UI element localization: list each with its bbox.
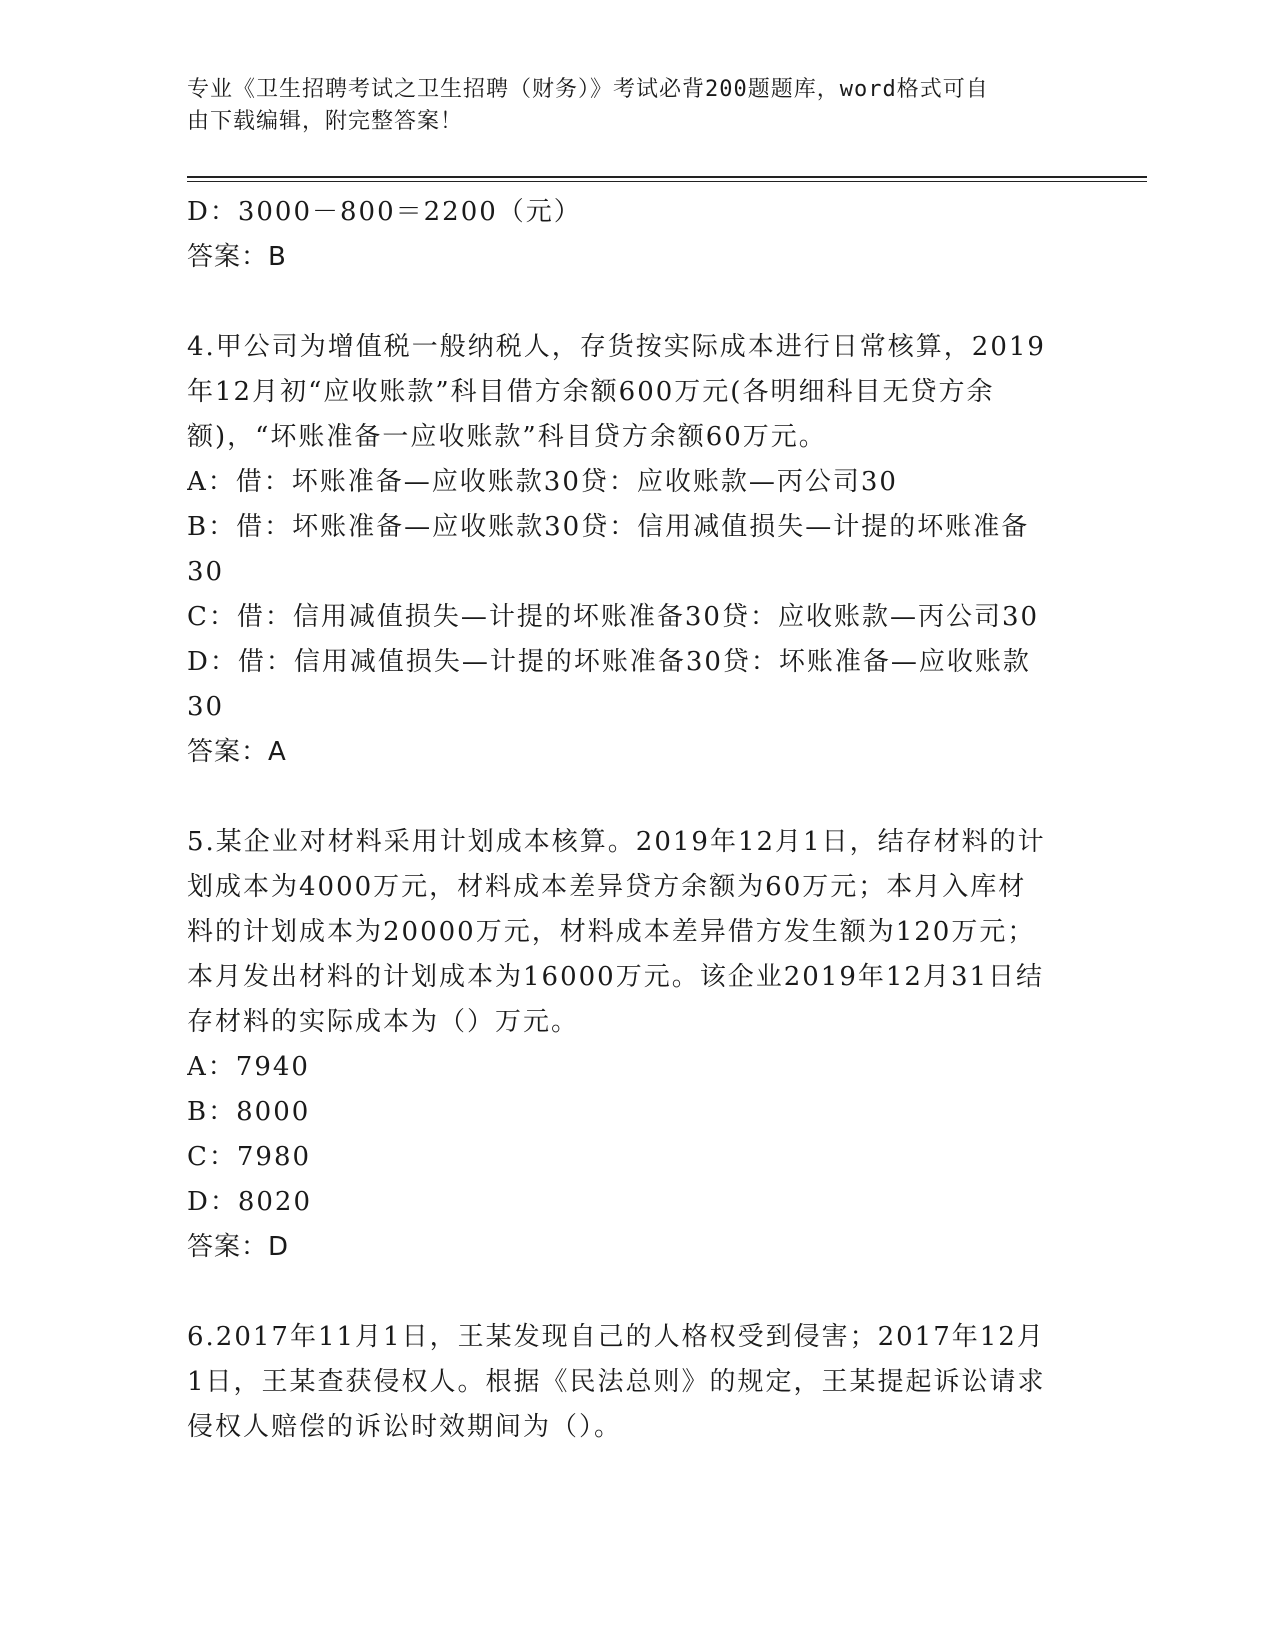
q5-option-d: D：8020	[187, 1187, 313, 1217]
spacer	[187, 775, 1087, 820]
page-header	[187, 74, 1067, 138]
previous-question-tail	[187, 190, 1087, 280]
spacer	[187, 1270, 1087, 1315]
q4-option-d-line-1: D：借：信用减值损失—计提的坏账准备30贷：坏账准备—应收账款	[187, 647, 1031, 677]
spacer	[187, 280, 1087, 325]
prev-option-d: D：3000－800＝2200（元）	[187, 197, 582, 227]
q5-stem-line-5: 存材料的实际成本为（）万元。	[187, 1007, 580, 1037]
q4-stem-line-2: 年12月初“应收账款”科目借方余额600万元(各明细科目无贷方余	[187, 377, 995, 407]
q5-option-a: A：7940	[187, 1052, 310, 1082]
q5-option-c: C：7980	[187, 1142, 312, 1172]
q4-option-d-line-2: 30	[187, 692, 225, 722]
prev-answer: 答案：B	[187, 242, 287, 272]
q6-stem-line-2: 1日，王某查获侵权人。根据《民法总则》的规定，王某提起诉讼请求	[187, 1367, 1046, 1397]
q4-option-b-line-1: B：借：坏账准备—应收账款30贷：信用减值损失—计提的坏账准备	[187, 512, 1030, 542]
q5-stem-line-1: 5.某企业对材料采用计划成本核算。2019年12月1日，结存材料的计	[187, 827, 1046, 857]
q5-stem-line-4: 本月发出材料的计划成本为16000万元。该企业2019年12月31日结	[187, 962, 1045, 992]
q5-option-b: B：8000	[187, 1097, 311, 1127]
q5-stem-line-3: 料的计划成本为20000万元，材料成本差异借方发生额为120万元；	[187, 917, 1036, 947]
question-4	[187, 325, 1087, 775]
question-6	[187, 1315, 1087, 1450]
q5-stem-line-2: 划成本为4000万元，材料成本差异贷方余额为60万元；本月入库材	[187, 872, 1027, 902]
document-body	[187, 190, 1087, 1450]
question-5	[187, 820, 1087, 1270]
q6-stem-line-1: 6.2017年11月1日，王某发现自己的人格权受到侵害；2017年12月	[187, 1322, 1045, 1352]
q6-stem-line-3: 侵权人赔偿的诉讼时效期间为（）。	[187, 1412, 623, 1442]
header-divider-thick	[187, 176, 1147, 178]
header-title-line-2: 由下载编辑，附完整答案！	[187, 109, 464, 134]
q4-option-b-line-2: 30	[187, 557, 225, 587]
q4-answer: 答案：A	[187, 737, 287, 767]
header-title-line-1: 专业《卫生招聘考试之卫生招聘（财务）》考试必背200题题库，word格式可自	[187, 77, 989, 102]
q4-option-c: C：借：信用减值损失—计提的坏账准备30贷：应收账款—丙公司30	[187, 602, 1040, 632]
q4-stem-line-1: 4.甲公司为增值税一般纳税人，存货按实际成本进行日常核算，2019	[187, 332, 1046, 362]
q4-stem-line-3: 额)，“坏账准备一应收账款”科目贷方余额60万元。	[187, 422, 827, 452]
q5-answer: 答案：D	[187, 1232, 290, 1262]
header-divider-thin	[187, 181, 1147, 182]
q4-option-a: A：借：坏账准备—应收账款30贷：应收账款—丙公司30	[187, 467, 898, 497]
